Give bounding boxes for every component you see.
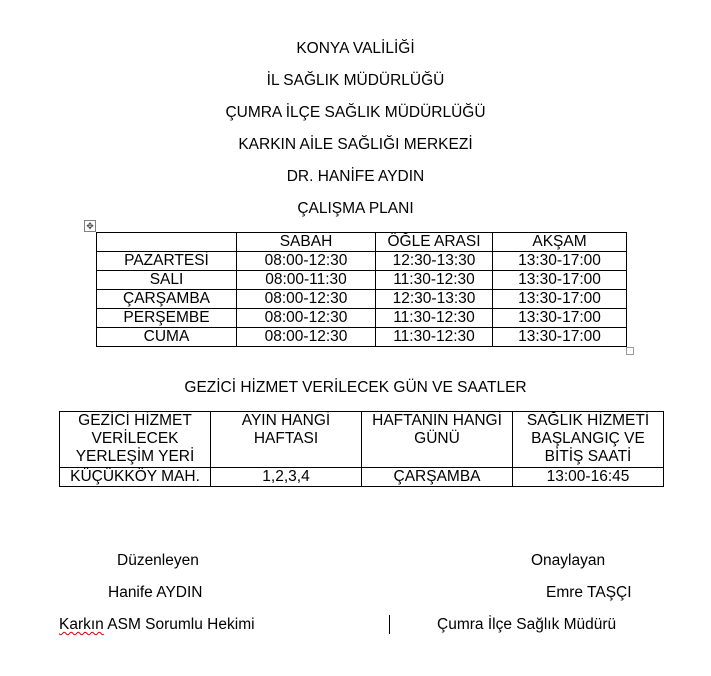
location-cell: KÜÇÜKKÖY MAH.	[60, 468, 211, 487]
mobile-service-table	[59, 411, 664, 487]
table-header-row	[60, 412, 664, 468]
time-cell: 08:00-12:30	[237, 290, 376, 309]
week-cell: 1,2,3,4	[211, 468, 362, 487]
day-cell: SALI	[97, 271, 237, 290]
table-header-cell: AKŞAM	[493, 233, 627, 252]
header-province: KONYA VALİLİĞİ	[296, 40, 415, 57]
prepared-by-label: Düzenleyen	[117, 552, 199, 569]
table-row	[97, 328, 627, 347]
preparer-title-rest: ASM Sorumlu Hekimi	[103, 616, 255, 633]
table-header-cell: HAFTANIN HANGİ GÜNÜ	[362, 412, 513, 468]
time-cell: 08:00-12:30	[237, 328, 376, 347]
time-cell: 08:00-12:30	[237, 309, 376, 328]
time-cell: 12:30-13:30	[376, 252, 493, 271]
day-cell: PAZARTESİ	[97, 252, 237, 271]
time-cell: 13:30-17:00	[493, 252, 627, 271]
work-schedule-table	[96, 232, 627, 347]
time-cell: 13:30-17:00	[493, 271, 627, 290]
table-header-cell: GEZİCİ HİZMET VERİLECEK YERLEŞİM YERİ	[60, 412, 211, 468]
time-cell: 12:30-13:30	[376, 290, 493, 309]
table-row	[97, 252, 627, 271]
header-directorate: İL SAĞLIK MÜDÜRLÜĞÜ	[266, 72, 445, 89]
preparer-name: Hanife AYDIN	[108, 584, 203, 601]
hours-cell: 13:00-16:45	[513, 468, 664, 487]
page-title: ÇALIŞMA PLANI	[297, 200, 414, 217]
time-cell: 11:30-12:30	[376, 309, 493, 328]
time-cell: 13:30-17:00	[493, 328, 627, 347]
header-health-center: KARKIN AİLE SAĞLIĞI MERKEZİ	[238, 136, 473, 153]
table-row	[97, 290, 627, 309]
preparer-title	[59, 616, 255, 634]
table-move-handle-icon[interactable]: ✥	[84, 220, 96, 232]
table-row	[97, 271, 627, 290]
mobile-service-title: GEZİCİ HİZMET VERİLECEK GÜN VE SAATLER	[184, 379, 527, 396]
day-cell: CUMA	[97, 328, 237, 347]
time-cell: 08:00-12:30	[237, 252, 376, 271]
approver-name: Emre TAŞÇI	[546, 584, 632, 601]
spellcheck-word: Karkın	[59, 616, 104, 633]
weekday-cell: ÇARŞAMBA	[362, 468, 513, 487]
table-header-cell	[97, 233, 237, 252]
table-row	[97, 309, 627, 328]
table-header-cell: ÖĞLE ARASI	[376, 233, 493, 252]
header-district-directorate: ÇUMRA İLÇE SAĞLIK MÜDÜRLÜĞÜ	[225, 104, 486, 121]
day-cell: ÇARŞAMBA	[97, 290, 237, 309]
table-resize-handle-icon[interactable]	[626, 347, 634, 355]
table-row	[60, 468, 664, 487]
time-cell: 11:30-12:30	[376, 271, 493, 290]
text-cursor	[389, 615, 390, 634]
day-cell: PERŞEMBE	[97, 309, 237, 328]
table-header-row	[97, 233, 627, 252]
time-cell: 13:30-17:00	[493, 309, 627, 328]
time-cell: 13:30-17:00	[493, 290, 627, 309]
table-header-cell: SAĞLIK HİZMETİ BAŞLANGIÇ VE BİTİŞ SAATİ	[513, 412, 664, 468]
table-header-cell: SABAH	[237, 233, 376, 252]
time-cell: 08:00-11:30	[237, 271, 376, 290]
time-cell: 11:30-12:30	[376, 328, 493, 347]
table-header-cell: AYIN HANGİ HAFTASI	[211, 412, 362, 468]
approved-by-label: Onaylayan	[531, 552, 606, 569]
approver-title: Çumra İlçe Sağlık Müdürü	[437, 616, 617, 633]
header-doctor-name: DR. HANİFE AYDIN	[286, 168, 425, 185]
